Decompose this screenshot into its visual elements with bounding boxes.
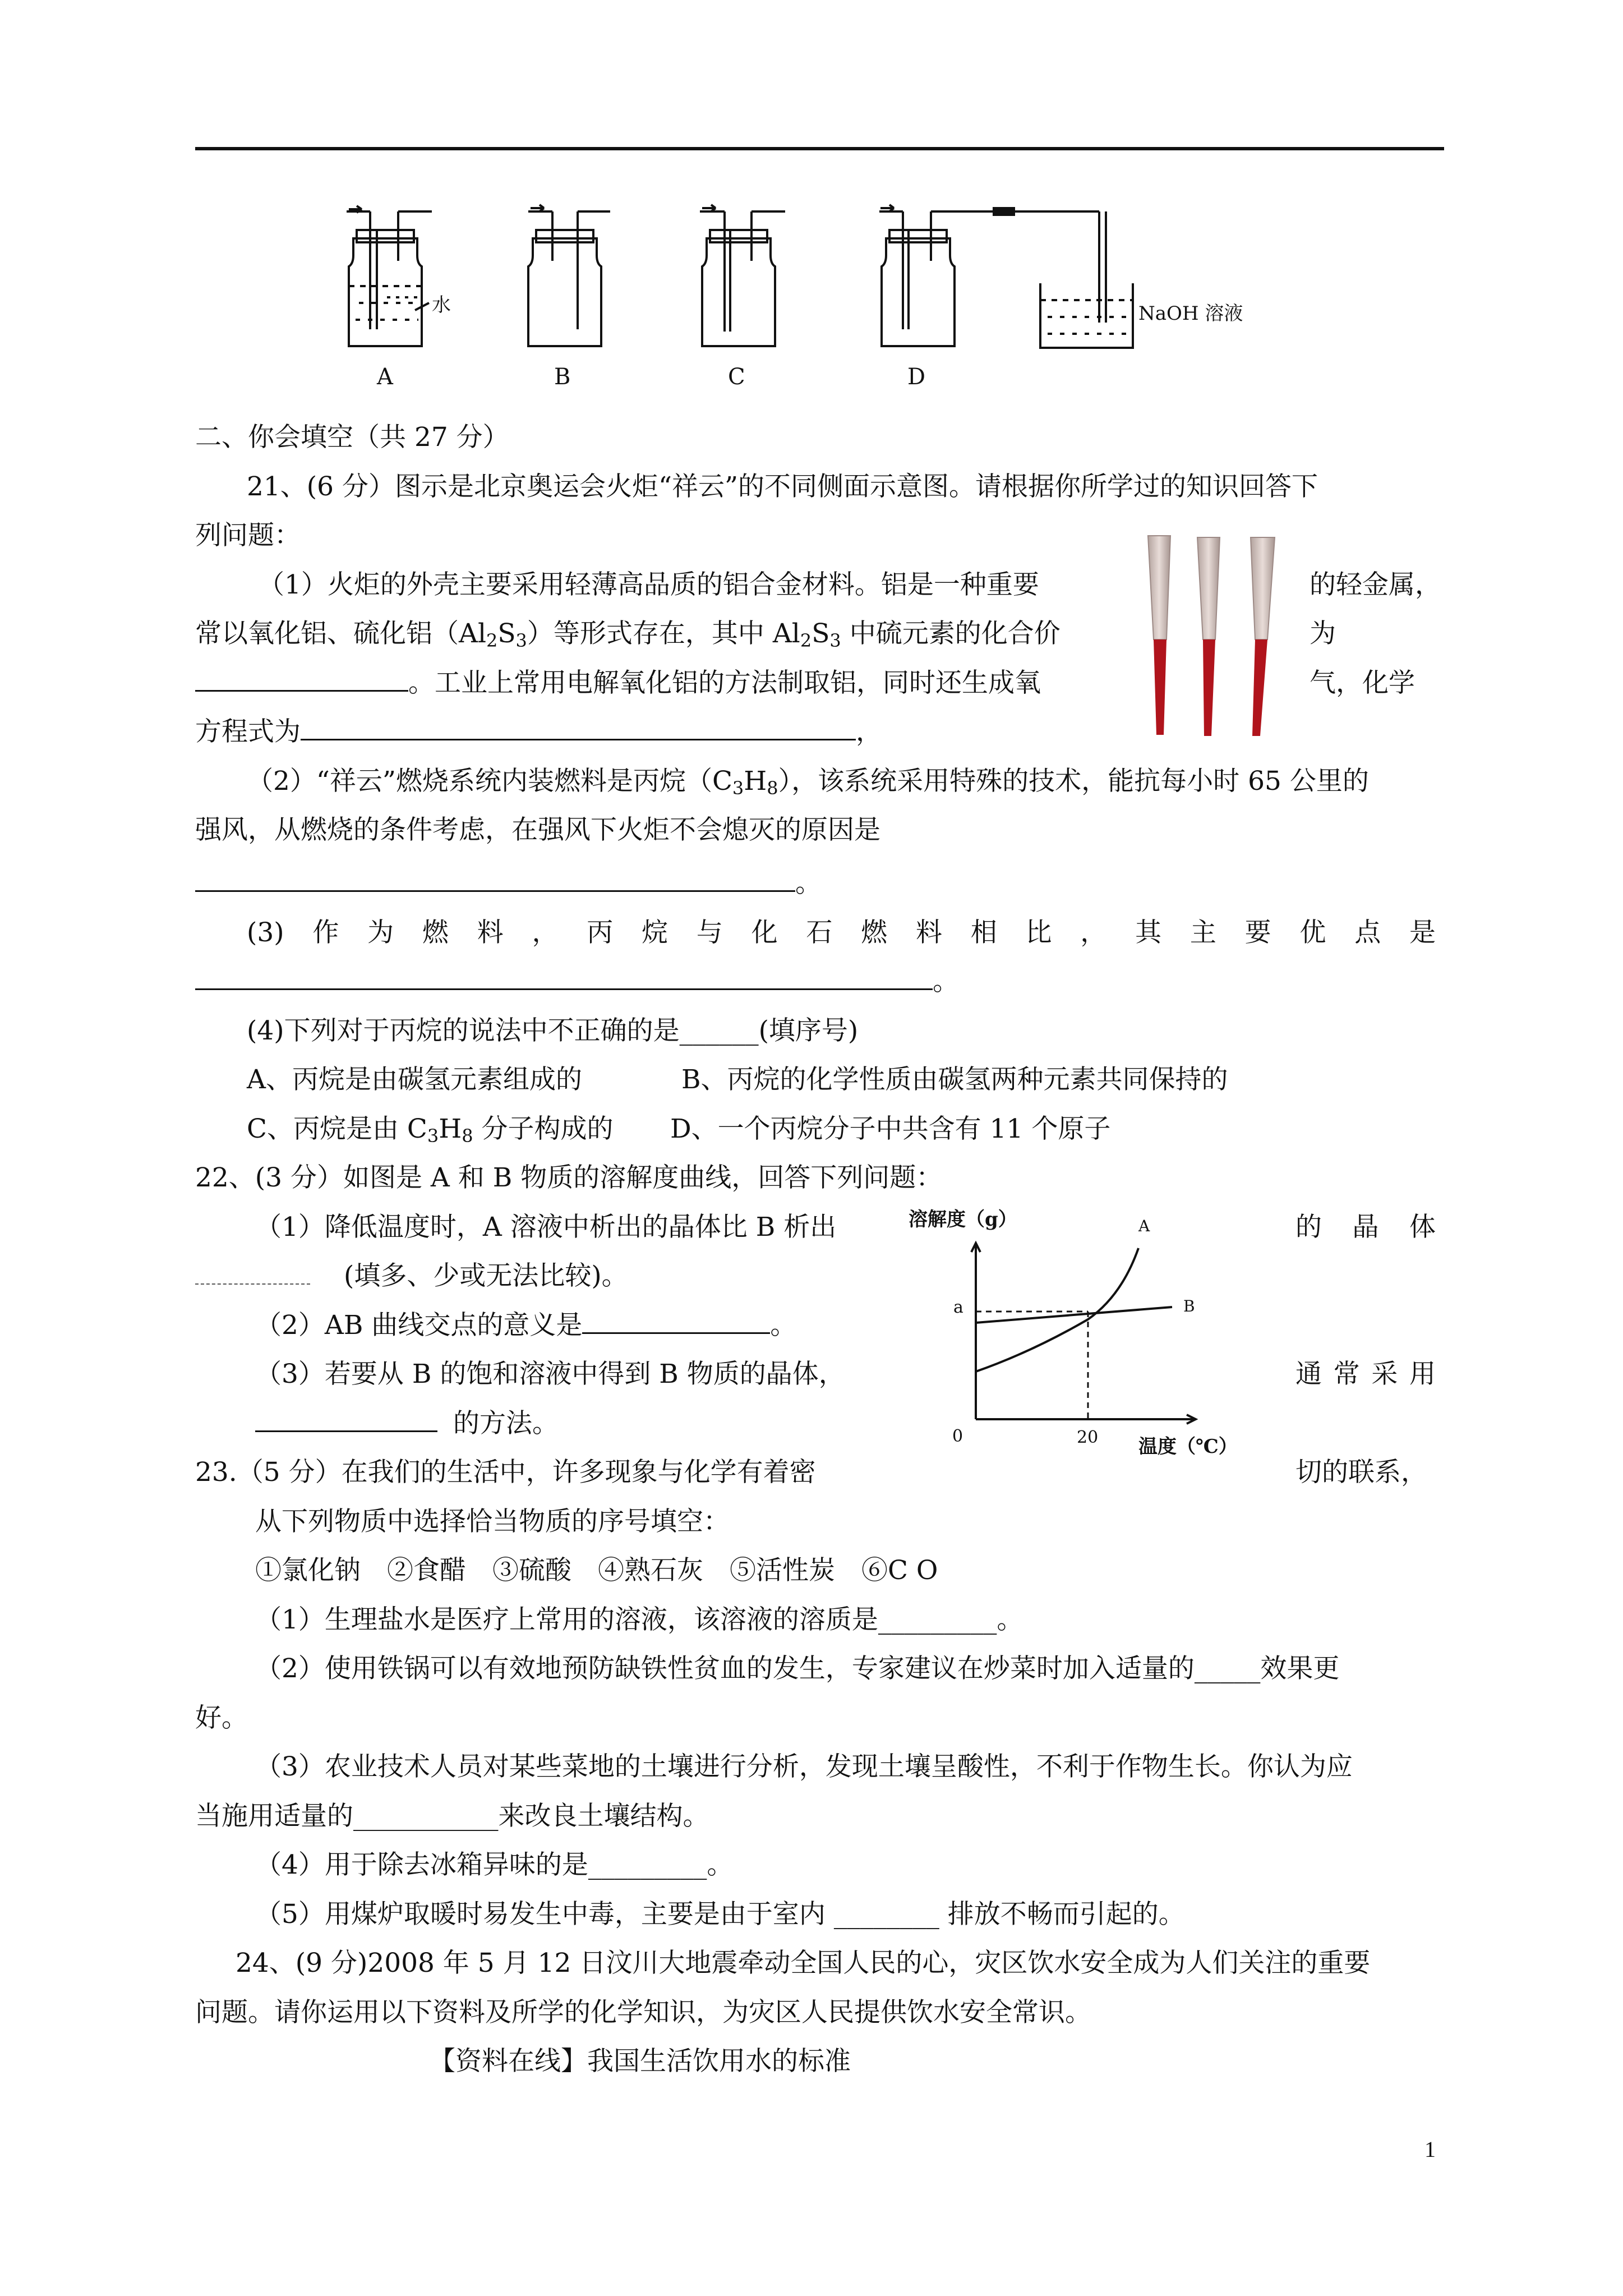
water-label: 水 (432, 294, 451, 316)
q22-p3-line2: 的方法。 (255, 1407, 559, 1441)
q21-p1-line1-left: （1）火炬的外壳主要采用轻薄高品质的铝合金材料。铝是一种重要 (258, 569, 1039, 600)
torch-1 (1148, 536, 1170, 735)
q21-p2-line2: 强风，从燃烧的条件考虑，在强风下火炬不会熄灭的原因是 (195, 815, 880, 845)
q22-p1-line1-right: 的 晶 体 (1295, 1212, 1436, 1243)
q21-option-c: C、丙烷是由 $C_3H_8$ 分子构成的 (247, 1114, 614, 1147)
q21-p2-line3: 。 (195, 867, 822, 900)
label-d: D (907, 364, 926, 390)
curve-b (976, 1307, 1172, 1323)
blank-valence[interactable] (195, 668, 408, 692)
q21-p4: (4)下列对于丙烷的说法中不正确的是______(填序号) (247, 1015, 859, 1046)
q21-p3-line2: 。 (195, 965, 959, 999)
q21-p3-line1: (3) 作 为 燃 料 ， 丙 烷 与 化 石 燃 料 相 比 ， 其 主 要 优 点 是 (247, 917, 1436, 948)
q23-p3-line1: （3）农业技术人员对某些菜地的土壤进行分析，发现土壤呈酸性，不利于作物生长。你认为应 (255, 1751, 1353, 1782)
q23-p3-line2: 当施用适量的___________来改良土壤结构。 (195, 1801, 709, 1832)
chart-tick-a: a (953, 1297, 963, 1317)
q23-p2-line2: 好。 (195, 1703, 248, 1733)
q21-p2-line1: （2）“祥云”燃烧系统内装燃料是丙烷$(C_3H_8)$，该系统采用特殊的技术，能抗每小时 65 公里的 (247, 766, 1369, 799)
curve-a (976, 1248, 1138, 1372)
header-rule (195, 147, 1444, 150)
bottle-d-with-beaker (879, 205, 1133, 348)
q23-intro-right: 切的联系， (1295, 1457, 1427, 1488)
q21-option-b: B、丙烷的化学性质由碳氢两种元素共同保持的 (681, 1064, 1228, 1095)
bottle-a (347, 206, 432, 346)
q21-intro-line2: 列问题： (195, 520, 301, 551)
gas-bottle-apparatus-figure (336, 199, 1243, 390)
torch-3 (1251, 537, 1275, 736)
q23-p5: （5）用煤炉取暖时易发生中毒，主要是由于室内 ________ 排放不畅而引起的。 (255, 1899, 1185, 1930)
chart-tick-20: 20 (1077, 1428, 1099, 1447)
q21-option-d: D、一个丙烷分子中共含有 11 个原子 (670, 1114, 1111, 1144)
q22-p3-line1-left: （3）若要从 B 的饱和溶液中得到 B 物质的晶体， (255, 1359, 845, 1389)
section-2-heading: 二、你会填空（共 27 分） (195, 422, 509, 453)
q24-intro-line1: 24、(9 分)2008 年 5 月 12 日汶川大地震牵动全国人民的心，灾区饮水安全成为人们关注的重要 (236, 1948, 1371, 1978)
solubility-curve-chart (903, 1200, 1284, 1458)
label-c: C (728, 364, 745, 390)
torch-2 (1197, 537, 1220, 736)
blank-advantage[interactable] (195, 966, 933, 990)
chart-x-label: 温度（℃） (1138, 1435, 1238, 1458)
curve-a-label: A (1138, 1217, 1150, 1235)
q22-intro: 22、(3 分）如图是 A 和 B 物质的溶解度曲线，回答下列问题： (195, 1162, 943, 1193)
chart-y-label: 溶解度（g） (909, 1208, 1017, 1231)
q23-intro-left: 23.（5 分）在我们的生活中，许多现象与化学有着密 (195, 1457, 816, 1488)
torch-images (1141, 533, 1281, 740)
naoh-label: NaOH 溶液 (1138, 302, 1243, 325)
chart-tick-0: 0 (952, 1427, 963, 1446)
curve-b-label: B (1183, 1297, 1195, 1315)
blank-intersection-meaning[interactable] (582, 1310, 770, 1334)
blank-crystal-amount[interactable] (195, 1261, 310, 1285)
page-number: 1 (1424, 2137, 1436, 2162)
blank-reason[interactable] (195, 868, 795, 892)
q23-p1: （1）生理盐水是医疗上常用的溶液，该溶液的溶质是_________。 (255, 1604, 1023, 1635)
label-b: B (554, 364, 571, 390)
q23-items: ①氯化钠 ②食醋 ③硫酸 ④熟石灰 ⑤活性炭 ⑥C O (255, 1555, 938, 1586)
bottle-c (700, 205, 785, 346)
q21-p1-line4: 方程式为 ， (195, 716, 882, 747)
bottle-b (528, 205, 610, 346)
q21-p1-line2-left: 常以氧化铝、硫化铝$(Al_2S_3)$等形式存在，其中 $Al_2S_3$ 中硫元素的化合价 (195, 618, 1061, 651)
q21-p1-line3-right: 气，化学 (1310, 668, 1415, 698)
blank-equation[interactable] (301, 716, 856, 740)
q21-p1-line1-right: 的轻金属， (1310, 569, 1441, 600)
q22-p1-line1-left: （1）降低温度时，A 溶液中析出的晶体比 B 析出 (255, 1212, 837, 1243)
q22-p3-line1-right: 通 常 采 用 (1295, 1359, 1436, 1389)
q24-heading: 【资料在线】我国生活饮用水的标准 (429, 2046, 851, 2077)
q21-p1-line2-right: 为 (1310, 618, 1336, 649)
q23-intro-line2: 从下列物质中选择恰当物质的序号填空： (255, 1506, 730, 1537)
q23-p4: （4）用于除去冰箱异味的是_________。 (255, 1849, 734, 1880)
q23-p2-line1: （2）使用铁锅可以有效地预防缺铁性贫血的发生，专家建议在炒菜时加入适量的_____效果更 (255, 1653, 1340, 1684)
q24-intro-line2: 问题。请你运用以下资料及所学的化学知识，为灾区人民提供饮水安全常识。 (195, 1997, 1091, 2028)
blank-crystallization-method[interactable] (255, 1408, 437, 1432)
q21-p1-line3-left: 。工业上常用电解氧化铝的方法制取铝，同时还生成氧 (195, 666, 1041, 700)
q22-p2: （2）AB 曲线交点的意义是 。 (255, 1310, 797, 1341)
q21-option-a: A、丙烷是由碳氢元素组成的 (247, 1064, 582, 1095)
label-a: A (377, 364, 393, 390)
q22-p1-line2: (填多、少或无法比较)。 (195, 1259, 628, 1293)
q21-intro-line1: 21、(6 分）图示是北京奥运会火炬“祥云”的不同侧面示意图。请根据你所学过的知识回答下 (247, 471, 1318, 502)
